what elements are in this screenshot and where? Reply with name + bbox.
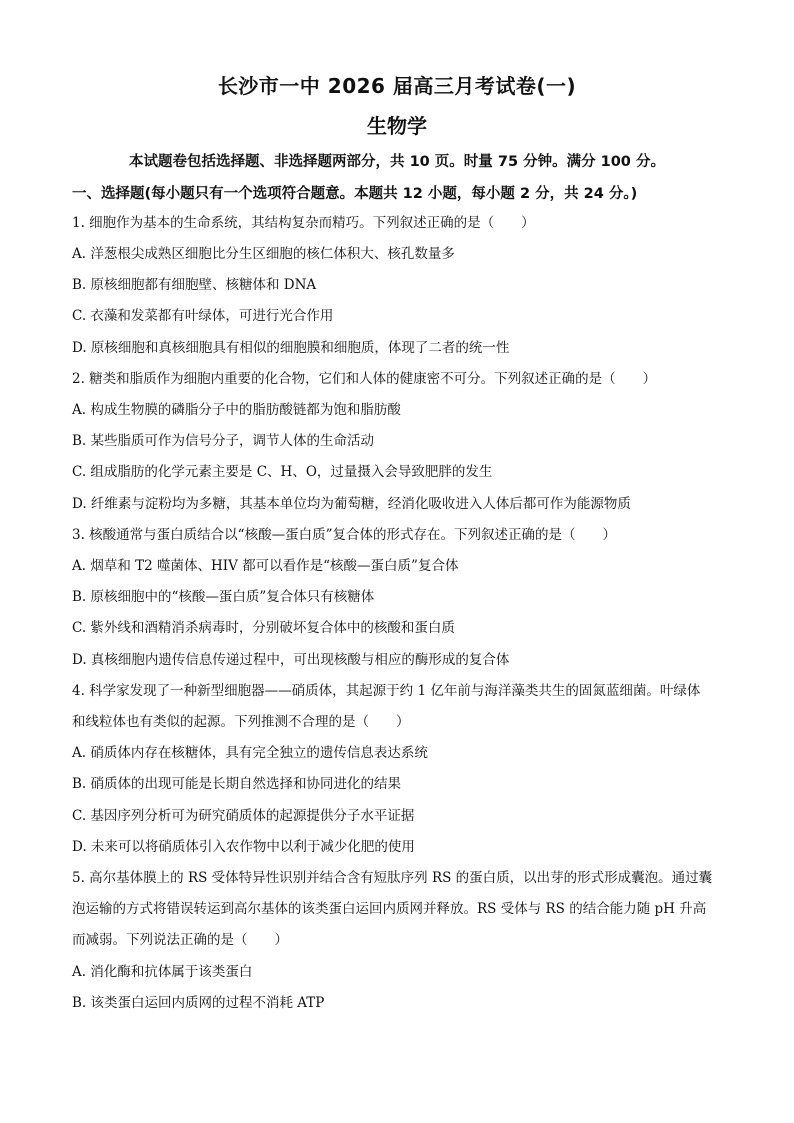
question-4-option-b: B. 硝质体的出现可能是长期自然选择和协同进化的结果 xyxy=(72,776,402,792)
question-4-option-d: D. 未来可以将硝质体引入农作物中以利于减少化肥的使用 xyxy=(72,839,415,855)
question-1-option-d: D. 原核细胞和真核细胞具有相似的细胞膜和细胞质，体现了二者的统一性 xyxy=(72,340,510,356)
question-3-option-d: D. 真核细胞内遗传信息传递过程中，可出现核酸与相应的酶形成的复合体 xyxy=(72,652,510,668)
question-3-option-c: C. 紫外线和酒精消杀病毒时，分别破坏复合体中的核酸和蛋白质 xyxy=(72,620,455,636)
question-1-stem: 1. 细胞作为基本的生命系统，其结构复杂而精巧。下列叙述正确的是（ ） xyxy=(72,215,535,231)
question-3-stem: 3. 核酸通常与蛋白质结合以“核酸—蛋白质”复合体的形式存在。下列叙述正确的是（ ） xyxy=(72,527,616,543)
exam-notice: 本试题卷包括选择题、非选择题两部分，共 10 页。时量 75 分钟。满分 100 分。 xyxy=(129,154,665,170)
question-1-option-b: B. 原核细胞都有细胞壁、核糖体和 DNA xyxy=(72,277,317,293)
question-2-option-a: A. 构成生物膜的磷脂分子中的脂肪酸链都为饱和脂肪酸 xyxy=(72,402,401,418)
question-5-stem-line-3: 而减弱。下列说法正确的是（ ） xyxy=(72,932,288,948)
question-3-option-a: A. 烟草和 T2 噬菌体、HIV 都可以看作是“核酸—蛋白质”复合体 xyxy=(72,558,459,574)
section-heading: 一、选择题(每小题只有一个选项符合题意。本题共 12 小题，每小题 2 分，共 24 分。) xyxy=(72,186,638,202)
question-5-option-a: A. 消化酶和抗体属于该类蛋白 xyxy=(72,964,253,980)
question-5-stem-line-2: 泡运输的方式将错误转运到高尔基体的该类蛋白运回内质网并释放。RS 受体与 RS 的结合能力随 pH 升高 xyxy=(72,901,707,917)
question-3-option-b: B. 原核细胞中的“核酸—蛋白质”复合体只有核糖体 xyxy=(72,589,375,605)
question-4-stem-line-2: 和线粒体也有类似的起源。下列推测不合理的是（ ） xyxy=(72,714,410,730)
exam-title: 长沙市一中 2026 届高三月考试卷(一) xyxy=(217,74,577,98)
question-1-option-c: C. 衣藻和发菜都有叶绿体，可进行光合作用 xyxy=(72,308,334,324)
question-4-stem-line-1: 4. 科学家发现了一种新型细胞器——硝质体，其起源于约 1 亿年前与海洋藻类共生的固氮蓝细菌。叶绿体 xyxy=(72,683,701,699)
question-2-stem: 2. 糖类和脂质作为细胞内重要的化合物，它们和人体的健康密不可分。下列叙述正确的是（ ） xyxy=(72,371,657,387)
subject-title: 生物学 xyxy=(367,114,427,138)
question-5-option-b: B. 该类蛋白运回内质网的过程不消耗 ATP xyxy=(72,995,325,1011)
question-1-option-a: A. 洋葱根尖成熟区细胞比分生区细胞的核仁体积大、核孔数量多 xyxy=(72,246,455,262)
question-5-stem-line-1: 5. 高尔基体膜上的 RS 受体特异性识别并结合含有短肽序列 RS 的蛋白质，以出芽的形式形成囊泡。通过囊 xyxy=(72,870,713,886)
question-4-option-a: A. 硝质体内存在核糖体，具有完全独立的遗传信息表达系统 xyxy=(72,745,428,761)
question-2-option-d: D. 纤维素与淀粉均为多糖，其基本单位均为葡萄糖，经消化吸收进入人体后都可作为能源物质 xyxy=(72,496,631,512)
question-2-option-b: B. 某些脂质可作为信号分子，调节人体的生命活动 xyxy=(72,433,375,449)
question-4-option-c: C. 基因序列分析可为研究硝质体的起源提供分子水平证据 xyxy=(72,808,415,824)
question-2-option-c: C. 组成脂肪的化学元素主要是 C、H、O，过量摄入会导致肥胖的发生 xyxy=(72,464,493,480)
